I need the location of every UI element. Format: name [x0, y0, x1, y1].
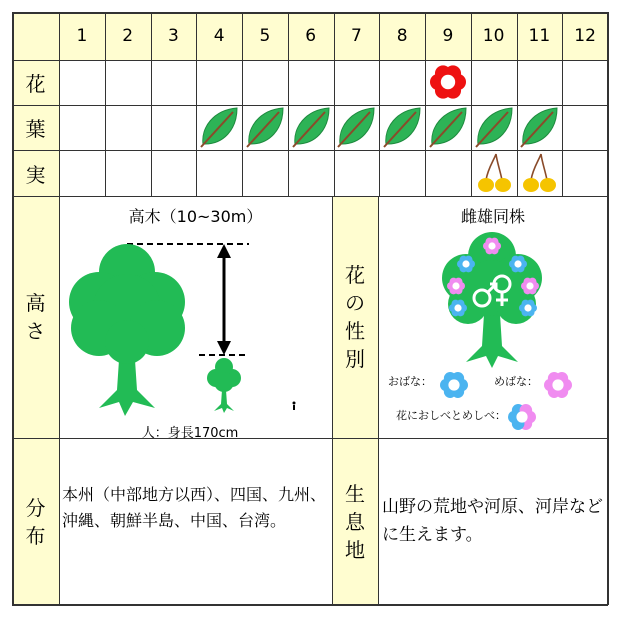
flower-month-9	[430, 64, 466, 100]
leaf-month-11	[519, 106, 559, 148]
row-label-fruit: 実	[25, 162, 46, 187]
human-icon	[293, 402, 296, 411]
height-title: 高木（10~30m）	[128, 207, 263, 226]
month-header-9: 9	[442, 26, 454, 46]
month-header-11: 11	[528, 26, 551, 46]
female-flower-icon	[543, 370, 573, 400]
leaf-month-7	[336, 106, 376, 148]
month-header-2: 2	[122, 26, 134, 46]
month-header-8: 8	[396, 26, 408, 46]
leaf-month-6	[291, 106, 331, 148]
month-header-3: 3	[167, 26, 179, 46]
month-header-7: 7	[350, 26, 362, 46]
female-flower-label: めばな：	[494, 375, 538, 388]
month-header-4: 4	[213, 26, 225, 46]
month-header-10: 10	[482, 26, 505, 46]
leaf-month-8	[382, 106, 422, 148]
distribution-text: 本州（中部地方以西）、四国、九州、沖縄、朝鮮半島、中国、台湾。	[62, 485, 327, 530]
height-label: 高 さ	[25, 291, 46, 343]
male-flower-icon	[439, 370, 469, 400]
height-illustration	[59, 230, 332, 430]
row-label-leaf: 葉	[25, 117, 46, 141]
month-header-1: 1	[76, 26, 88, 46]
bisexual-flower-icon	[507, 402, 537, 432]
both-flower-label: 花におしべとめしべ：	[396, 409, 506, 422]
month-header-5: 5	[259, 26, 271, 46]
habitat-label: 生 息 地	[345, 481, 365, 562]
height-caption: 人：身長170cm	[141, 426, 239, 441]
leaf-month-10	[474, 106, 514, 148]
leaf-month-4	[199, 106, 239, 148]
small-tree-icon	[207, 358, 241, 413]
leaf-month-9	[428, 106, 468, 148]
distribution-label: 分 布	[25, 495, 46, 548]
habitat-text: 山野の荒地や河原、河岸などに生えます。	[382, 497, 603, 545]
male-flower-label: おばな：	[388, 375, 432, 388]
sex-label: 花 の 性 別	[345, 263, 365, 371]
row-label-flower: 花	[25, 72, 46, 96]
leaf-month-5	[245, 106, 285, 148]
fruit-month-11	[521, 152, 557, 194]
month-header-12: 12	[574, 26, 596, 46]
month-header-6: 6	[305, 26, 317, 46]
sex-title: 雌雄同株	[460, 207, 525, 226]
monoecious-tree-illustration	[378, 228, 608, 368]
tall-tree-icon	[69, 244, 185, 416]
fruit-month-10	[476, 152, 512, 194]
